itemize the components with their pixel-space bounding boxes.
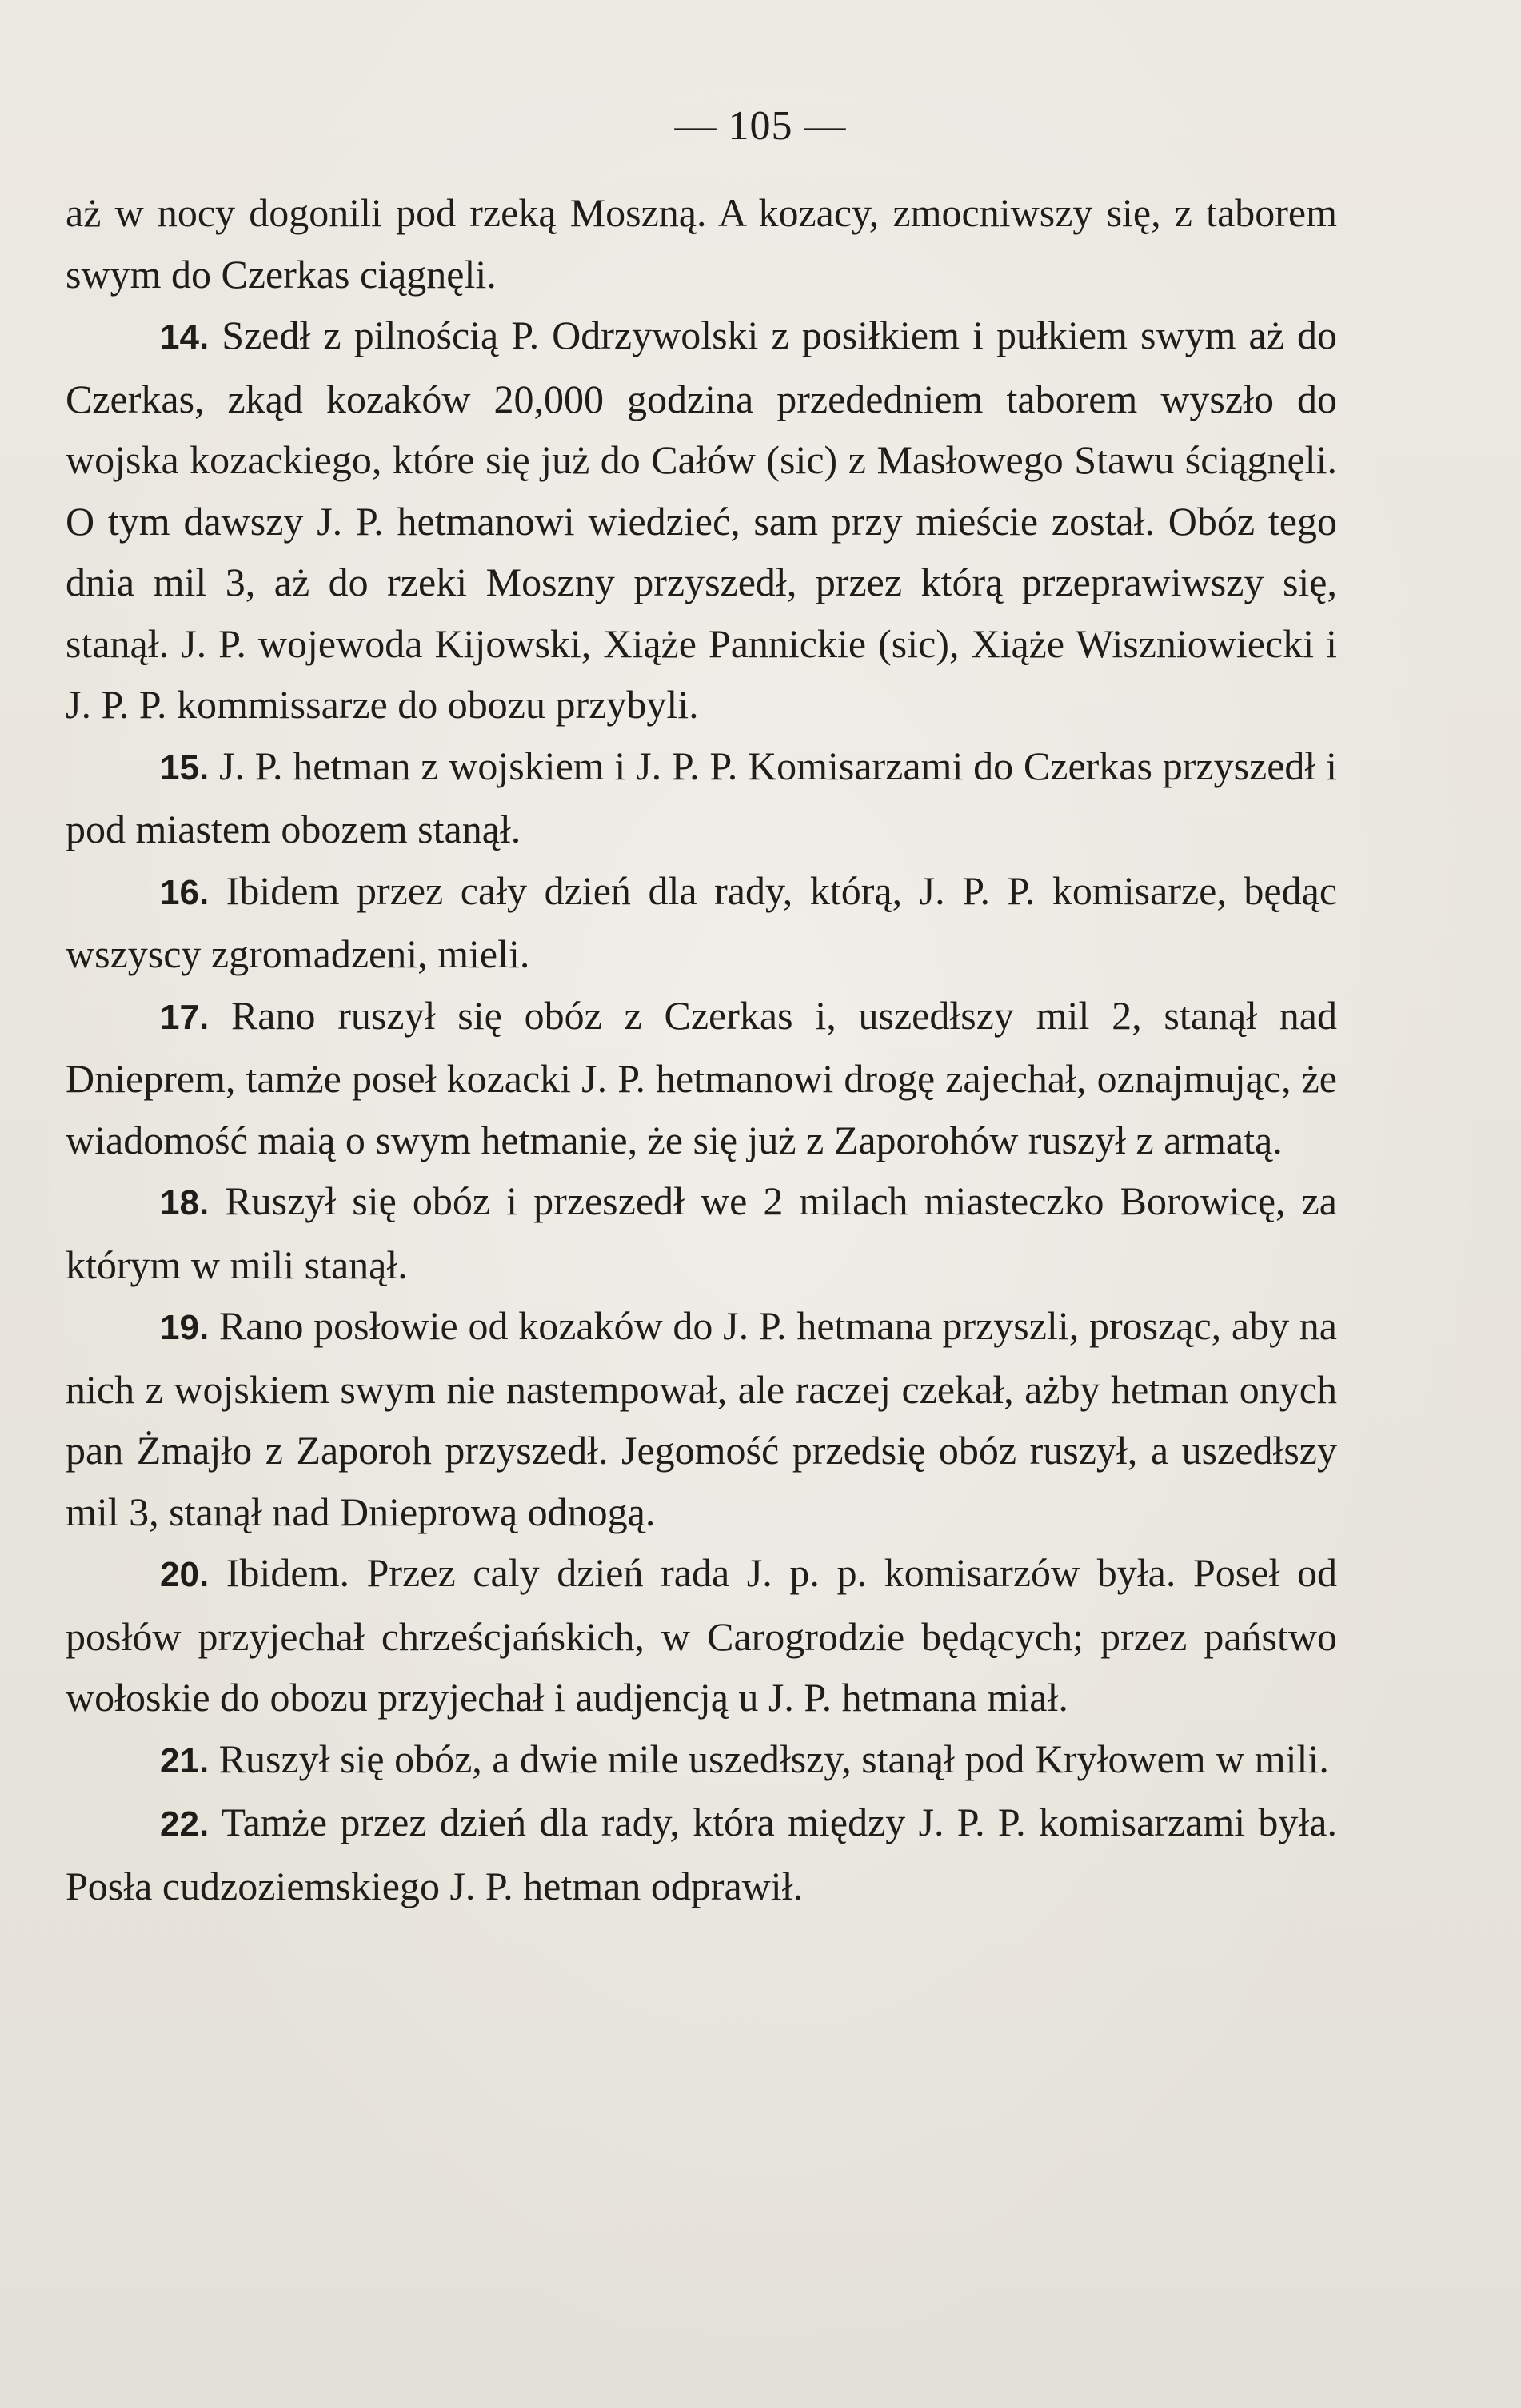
paragraph-text: Szedł z pilnością P. Odrzywolski z posiłkiem i pułkiem swym aż do Czerkas, zkąd kozaków 20,000 godzina przededniem taborem wyszło do wojska kozackiego, które się już do Całów (sic) z Masłowego Stawu ściągnęli. O tym dawszy J. P. hetmanowi wiedzieć, sam przy mieście został. Obóz tego dnia mil 3, aż do rzeki Moszny przyszedł, przez którą przeprawiwszy się, stanął. J. P. wojewoda Kijowski, Xiąże Pannickie (sic), Xiąże Wiszniowiecki i J. P. P. kommissarze do obozu przybyli. (66, 313, 1338, 727)
paragraph-text: Ibidem. Przez caly dzień rada J. p. p. komisarzów była. Poseł od posłów przyjechał chrześcjańskich, w Carogrodzie będących; przez państwo wołoskie do obozu przyjechał i audjencją u J. P. hetmana miał. (66, 1550, 1338, 1720)
paragraph-text: Ruszył się obóz i przeszedł we 2 milach miasteczko Borowicę, za którym w mili stanął. (66, 1178, 1337, 1287)
entry-number: 17. (160, 997, 210, 1037)
paragraph-text: Ruszył się obóz, a dwie mile uszedłszy, stanął pod Kryłowem w mili. (218, 1736, 1329, 1781)
entry-number: 20. (160, 1555, 210, 1594)
entry-21 (66, 1728, 1337, 1792)
entry-number: 19. (160, 1308, 210, 1347)
entry-16 (66, 860, 1337, 985)
entry-number: 18. (160, 1183, 210, 1222)
page-number: — 105 — (674, 103, 847, 149)
entry-19 (66, 1295, 1337, 1542)
entry-14 (66, 305, 1337, 736)
paragraph-continued (66, 182, 1337, 305)
entry-number: 16. (160, 872, 210, 912)
paragraph-text: aż w nocy dogonili pod rzeką Moszną. A kozacy, zmocniwszy się, z taborem swym do Czerkas ciągnęli. (66, 190, 1337, 297)
entry-18 (66, 1170, 1337, 1295)
entry-22 (66, 1792, 1337, 1916)
entry-20 (66, 1542, 1337, 1728)
paragraph-text: Ibidem przez cały dzień dla rady, którą, J. P. P. komisarze, będąc wszyscy zgromadzeni, mieli. (66, 867, 1338, 976)
entry-number: 15. (160, 748, 210, 787)
entry-number: 21. (160, 1740, 210, 1780)
paragraph-text: Tamże przez dzień dla rady, która między J. P. P. komisarzami była. Posła cudzoziemskiego J. P. hetman odprawił. (66, 1800, 1337, 1908)
entry-number: 14. (160, 317, 210, 357)
entry-15 (66, 736, 1337, 860)
body-text (66, 182, 1337, 1916)
paragraph-text: J. P. hetman z wojskiem i J. P. P. Komisarzami do Czerkas przyszedł i pod miastem obozem stanął. (66, 743, 1338, 851)
entry-number: 22. (160, 1804, 210, 1844)
entry-17 (66, 985, 1337, 1171)
paragraph-text: Rano posłowie od kozaków do J. P. hetmana przyszli, prosząc, aby na nich z wojskiem swym nie nastempował, ale raczej czekał, ażby hetman onych pan Żmajło z Zaporoh przyszedł. Jegomość przedsię obóz ruszył, a uszedłszy mil 3, stanął nad Dnieprową odnogą. (66, 1303, 1337, 1534)
paragraph-text: Rano ruszył się obóz z Czerkas i, uszedłszy mil 2, stanął nad Dnieprem, tamże poseł kozacki J. P. hetmanowi drogę zajechał, oznajmując, że wiadomość maią o swym hetmanie, że się już z Zaporohów ruszył z armatą. (66, 992, 1337, 1162)
